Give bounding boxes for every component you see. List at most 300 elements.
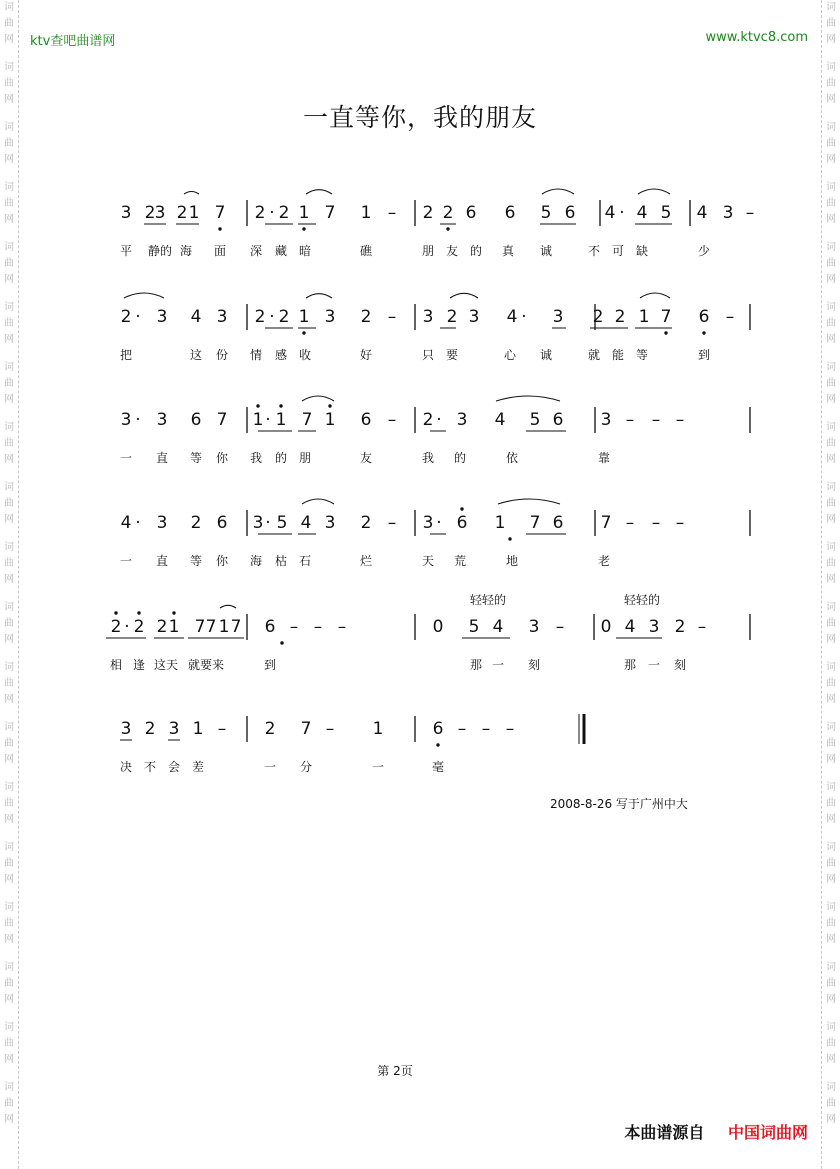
note: 3 [156, 513, 168, 533]
lyric-char: 直 [155, 554, 169, 568]
watermark-char: 词 [826, 902, 836, 913]
high-octave-dot [328, 404, 331, 407]
lyric-char: 烂 [359, 554, 373, 568]
watermark-char: 曲 [4, 258, 14, 269]
lyric-char: 真 [501, 244, 515, 258]
lyric-char: 一 [263, 760, 277, 774]
performance-annotation: 轻轻的 [624, 593, 661, 607]
high-octave-dot [172, 611, 175, 614]
note: 1 [275, 410, 287, 430]
high-octave-dot [460, 507, 463, 510]
note: 3 [156, 410, 168, 430]
note: 2 [446, 307, 458, 327]
watermark-char: 网 [826, 994, 836, 1005]
lyric-char: 一 [491, 658, 505, 672]
watermark-char: 网 [4, 634, 14, 645]
watermark-char: 词 [4, 182, 14, 193]
sustain-dash: – [217, 719, 227, 739]
watermark-char: 曲 [826, 798, 836, 809]
sustain-dash: – [675, 410, 685, 430]
note: 5 [529, 410, 541, 430]
note: 6 [564, 203, 576, 223]
high-octave-dot [114, 611, 117, 614]
watermark-char: 曲 [826, 558, 836, 569]
watermark-char: 网 [4, 574, 14, 585]
header-left-site[interactable]: ktv查吧曲谱网 [30, 34, 116, 49]
note: 3 [600, 410, 612, 430]
note: 4 [494, 410, 506, 430]
note: 1 [168, 617, 180, 637]
lyric-char: 这天 [153, 658, 179, 672]
watermark-char: 曲 [4, 378, 14, 389]
sustain-dash: – [387, 410, 397, 430]
lyric-char: 老 [597, 554, 611, 568]
tie-arc [184, 192, 199, 195]
note: 7 [214, 203, 226, 223]
sustain-dash: – [651, 513, 661, 533]
note: 3 [324, 513, 336, 533]
watermark-char: 词 [826, 1022, 836, 1033]
dotted-rhythm: · [135, 307, 141, 327]
dotted-rhythm: · [135, 513, 141, 533]
note: 5 [540, 203, 552, 223]
sustain-dash: – [387, 203, 397, 223]
tie-arc [542, 189, 574, 194]
lyric-char: 分 [299, 760, 313, 774]
note: 2 [254, 203, 266, 223]
note: 1 [192, 719, 204, 739]
lyric-char: 不 [143, 760, 157, 774]
dotted-rhythm: · [269, 307, 275, 327]
tie-arc [640, 293, 670, 298]
lyric-char: 荒 [453, 554, 467, 568]
note: 2 [278, 203, 290, 223]
watermark-char: 词 [826, 842, 836, 853]
watermark-char: 曲 [4, 198, 14, 209]
note: 2 [133, 617, 145, 637]
watermark-char: 词 [4, 122, 14, 133]
footer-credit [624, 1120, 808, 1143]
lyric-char: 等 [189, 451, 203, 465]
watermark-char: 曲 [826, 198, 836, 209]
watermark-char: 词 [4, 242, 14, 253]
note: 3 [552, 307, 564, 327]
lyric-char: 友 [445, 244, 459, 258]
note: 3 [120, 719, 132, 739]
watermark-char: 网 [4, 34, 14, 45]
header-right-url[interactable]: www.ktvc8.com [705, 30, 808, 45]
lyric-char: 到 [697, 348, 711, 362]
watermark-char: 网 [4, 694, 14, 705]
low-octave-dot [702, 331, 705, 334]
note: 2 [360, 307, 372, 327]
low-octave-dot [302, 227, 305, 230]
note: 7 [216, 410, 228, 430]
dotted-rhythm: · [135, 410, 141, 430]
note: 4 [190, 307, 202, 327]
tie-arc [638, 189, 670, 194]
lyric-char: 可 [611, 244, 625, 258]
watermark-char: 网 [826, 214, 836, 225]
watermark-char: 网 [4, 154, 14, 165]
low-octave-dot [280, 641, 283, 644]
dotted-rhythm: · [521, 307, 527, 327]
watermark-char: 曲 [4, 1038, 14, 1049]
note: 7 [205, 617, 217, 637]
lyric-char: 你 [215, 554, 229, 568]
watermark-char: 词 [4, 542, 14, 553]
low-octave-dot [664, 331, 667, 334]
note: 1 [360, 203, 372, 223]
watermark-char: 曲 [4, 438, 14, 449]
note: 1 [298, 307, 310, 327]
watermark-char: 词 [4, 602, 14, 613]
lyric-char: 一 [119, 451, 133, 465]
note: 6 [698, 307, 710, 327]
note: 7 [230, 617, 242, 637]
lyric-char: 心 [503, 348, 517, 362]
lyric-char: 的 [453, 451, 467, 465]
watermark-char: 词 [4, 1082, 14, 1093]
watermark-char: 词 [826, 62, 836, 73]
high-octave-dot [137, 611, 140, 614]
high-octave-dot [279, 404, 282, 407]
lyric-char: 靠 [597, 451, 611, 465]
watermark-char: 网 [4, 394, 14, 405]
note: 5 [276, 513, 288, 533]
watermark-char: 词 [826, 602, 836, 613]
watermark-char: 网 [4, 214, 14, 225]
note: 2 [422, 410, 434, 430]
note: 2 [278, 307, 290, 327]
note: 3 [422, 513, 434, 533]
sustain-dash: – [625, 410, 635, 430]
watermark-char: 网 [826, 94, 836, 105]
lyric-char: 那 [469, 658, 483, 672]
note: 1 [298, 203, 310, 223]
composition-date-note: 2008-8-26 写于广州中大 [550, 797, 688, 811]
note: 6 [432, 719, 444, 739]
sustain-dash: – [625, 513, 635, 533]
watermark-char: 词 [826, 302, 836, 313]
watermark-char: 词 [4, 2, 14, 13]
lyric-char: 海 [249, 554, 263, 568]
watermark-char: 曲 [4, 78, 14, 89]
watermark-char: 曲 [826, 78, 836, 89]
note: 2 [592, 307, 604, 327]
watermark-char: 网 [826, 514, 836, 525]
watermark-char: 词 [826, 422, 836, 433]
lyric-char: 诚 [539, 348, 553, 362]
watermark-char: 词 [826, 662, 836, 673]
lyric-char: 决 [119, 760, 133, 774]
page-number: 第 2页 [377, 1064, 413, 1078]
lyric-char: 我 [249, 451, 263, 465]
lyric-char: 你 [215, 451, 229, 465]
watermark-char: 曲 [4, 858, 14, 869]
note: 2 [254, 307, 266, 327]
lyric-char: 一 [119, 554, 133, 568]
note: 3 [648, 617, 660, 637]
tie-arc [124, 293, 164, 298]
lyric-char: 依 [505, 451, 519, 465]
watermark-char: 词 [826, 1082, 836, 1093]
sustain-dash: – [337, 617, 347, 637]
note: 3 [528, 617, 540, 637]
note: 2 [422, 203, 434, 223]
dotted-rhythm: · [619, 203, 625, 223]
watermark-char: 词 [4, 782, 14, 793]
note: 7 [600, 513, 612, 533]
sustain-dash: – [289, 617, 299, 637]
note: 6 [360, 410, 372, 430]
note: 6 [456, 513, 468, 533]
lyric-char: 收 [298, 348, 312, 362]
note: 6 [504, 203, 516, 223]
footer-source-label: 本曲谱源自 [624, 1123, 705, 1142]
lyric-char: 等 [189, 554, 203, 568]
lyric-char: 朋 [298, 451, 312, 465]
watermark-char: 网 [4, 514, 14, 525]
lyric-char: 静的 [147, 244, 173, 258]
watermark-char: 词 [826, 2, 836, 13]
watermark-char: 词 [826, 722, 836, 733]
dotted-rhythm: · [436, 410, 442, 430]
tie-arc [306, 294, 332, 298]
watermark-char: 曲 [826, 258, 836, 269]
watermark-char: 曲 [4, 318, 14, 329]
watermark-char: 词 [826, 542, 836, 553]
tie-arc [496, 396, 560, 401]
lyric-char: 少 [697, 244, 711, 258]
watermark-char: 词 [826, 122, 836, 133]
note: 2 [614, 307, 626, 327]
sustain-dash: – [651, 410, 661, 430]
note: 3 [722, 203, 734, 223]
note: 4 [636, 203, 648, 223]
low-octave-dot [436, 743, 439, 746]
note: 3 [252, 513, 264, 533]
watermark-char: 曲 [826, 378, 836, 389]
note: 2 [144, 203, 156, 223]
lyric-char: 一 [371, 760, 385, 774]
note: 3 [154, 203, 166, 223]
note: 2 [176, 203, 188, 223]
watermark-char: 曲 [826, 1098, 836, 1109]
watermark-char: 网 [826, 814, 836, 825]
lyric-char: 海 [179, 244, 193, 258]
dotted-rhythm: · [269, 203, 275, 223]
dotted-rhythm: · [265, 513, 271, 533]
lyric-char: 的 [469, 244, 483, 258]
note: 1 [252, 410, 264, 430]
dotted-rhythm: · [436, 513, 442, 533]
watermark-char: 曲 [826, 738, 836, 749]
lyric-char: 感 [274, 348, 288, 362]
note: 2 [190, 513, 202, 533]
watermark-char: 曲 [826, 1038, 836, 1049]
watermark-char: 词 [4, 482, 14, 493]
lyric-char: 天 [421, 554, 435, 568]
note: 1 [494, 513, 506, 533]
lyric-char: 好 [359, 348, 373, 362]
watermark-char: 曲 [4, 1098, 14, 1109]
sustain-dash: – [725, 307, 735, 327]
lyric-char: 枯 [274, 554, 288, 568]
lyric-char: 就要来 [187, 658, 225, 672]
lyric-char: 情 [249, 348, 263, 362]
note: 7 [300, 719, 312, 739]
note: 4 [696, 203, 708, 223]
lyric-char: 地 [505, 554, 519, 568]
watermark-char: 网 [826, 694, 836, 705]
note: 6 [552, 513, 564, 533]
note: 6 [264, 617, 276, 637]
watermark-char: 曲 [826, 18, 836, 29]
lyric-char: 深 [249, 244, 263, 258]
note: 1 [188, 203, 200, 223]
watermark-char: 网 [4, 994, 14, 1005]
note: 3 [456, 410, 468, 430]
sustain-dash: – [745, 203, 755, 223]
watermark-char: 网 [826, 34, 836, 45]
note: 7 [529, 513, 541, 533]
watermark-char: 网 [4, 934, 14, 945]
note: 4 [506, 307, 518, 327]
lyric-char: 逢 [132, 658, 146, 672]
watermark-char: 曲 [826, 318, 836, 329]
watermark-char: 词 [4, 902, 14, 913]
watermark-char: 词 [4, 302, 14, 313]
note: 6 [552, 410, 564, 430]
watermark-char: 网 [826, 1054, 836, 1065]
tie-arc [450, 293, 478, 298]
lyric-char: 石 [298, 554, 312, 568]
lyric-char: 诚 [539, 244, 553, 258]
low-octave-dot [302, 331, 305, 334]
note: 2 [156, 617, 168, 637]
watermark-char: 词 [4, 1022, 14, 1033]
note: 4 [604, 203, 616, 223]
lyric-char: 刻 [527, 658, 541, 672]
note: 1 [218, 617, 230, 637]
watermark-char: 曲 [826, 138, 836, 149]
note: 4 [120, 513, 132, 533]
lyric-char: 缺 [635, 244, 649, 258]
watermark-char: 网 [4, 274, 14, 285]
watermark-char: 曲 [4, 798, 14, 809]
lyric-char: 这 [189, 348, 203, 362]
watermark-char: 网 [4, 94, 14, 105]
watermark-char: 曲 [4, 618, 14, 629]
lyric-char: 就 [587, 348, 601, 362]
note: 2 [442, 203, 454, 223]
lyric-char: 那 [623, 658, 637, 672]
watermark-char: 网 [4, 1054, 14, 1065]
lyric-char: 面 [213, 244, 227, 258]
low-octave-dot [218, 227, 221, 230]
note: 1 [372, 719, 384, 739]
note: 7 [660, 307, 672, 327]
low-octave-dot [446, 227, 449, 230]
watermark-char: 网 [826, 454, 836, 465]
watermark-char: 曲 [826, 858, 836, 869]
low-octave-dot [508, 537, 511, 540]
sustain-dash: – [387, 513, 397, 533]
sustain-dash: – [481, 719, 491, 739]
note: 3 [120, 410, 132, 430]
note: 7 [324, 203, 336, 223]
lyric-char: 把 [119, 348, 133, 362]
note: 3 [468, 307, 480, 327]
note: 3 [422, 307, 434, 327]
watermark-char: 曲 [826, 498, 836, 509]
watermark-char: 曲 [4, 918, 14, 929]
note: 6 [190, 410, 202, 430]
watermark-char: 词 [826, 782, 836, 793]
sustain-dash: – [555, 617, 565, 637]
sustain-dash: – [387, 307, 397, 327]
lyric-char: 藏 [274, 244, 288, 258]
note: 2 [674, 617, 686, 637]
sustain-dash: – [325, 719, 335, 739]
note: 7 [301, 410, 313, 430]
watermark-char: 网 [4, 754, 14, 765]
footer-site-link[interactable]: 中国词曲网 [727, 1123, 808, 1142]
lyric-char: 相 [109, 658, 123, 672]
note: 4 [300, 513, 312, 533]
watermark-char: 网 [4, 1114, 14, 1125]
note: 3 [216, 307, 228, 327]
note: 4 [492, 617, 504, 637]
watermark-char: 网 [826, 154, 836, 165]
sustain-dash: – [675, 513, 685, 533]
lyric-char: 差 [191, 760, 205, 774]
watermark-char: 网 [826, 934, 836, 945]
watermark-char: 网 [4, 454, 14, 465]
watermark-char: 网 [826, 334, 836, 345]
note: 7 [194, 617, 206, 637]
lyric-char: 毫 [431, 760, 445, 774]
watermark-char: 曲 [4, 138, 14, 149]
watermark-char: 网 [4, 334, 14, 345]
note: 5 [660, 203, 672, 223]
watermark-char: 网 [4, 874, 14, 885]
lyric-char: 一 [647, 658, 661, 672]
watermark-char: 曲 [4, 678, 14, 689]
watermark-char: 词 [4, 962, 14, 973]
watermark-char: 曲 [4, 558, 14, 569]
watermark-char: 网 [826, 394, 836, 405]
sustain-dash: – [457, 719, 467, 739]
watermark-char: 网 [4, 814, 14, 825]
watermark-char: 词 [4, 842, 14, 853]
lyric-char: 刻 [673, 658, 687, 672]
lyric-char: 直 [155, 451, 169, 465]
lyric-char: 会 [167, 760, 181, 774]
lyric-char: 朋 [421, 244, 435, 258]
watermark-char: 词 [826, 482, 836, 493]
watermark-char: 词 [4, 662, 14, 673]
tie-arc [302, 499, 334, 504]
note: 1 [638, 307, 650, 327]
note: 2 [144, 719, 156, 739]
tie-arc [302, 396, 334, 401]
watermark-char: 网 [826, 1114, 836, 1125]
lyric-char: 要 [445, 348, 459, 362]
watermark-char: 网 [826, 274, 836, 285]
note: 1 [324, 410, 336, 430]
